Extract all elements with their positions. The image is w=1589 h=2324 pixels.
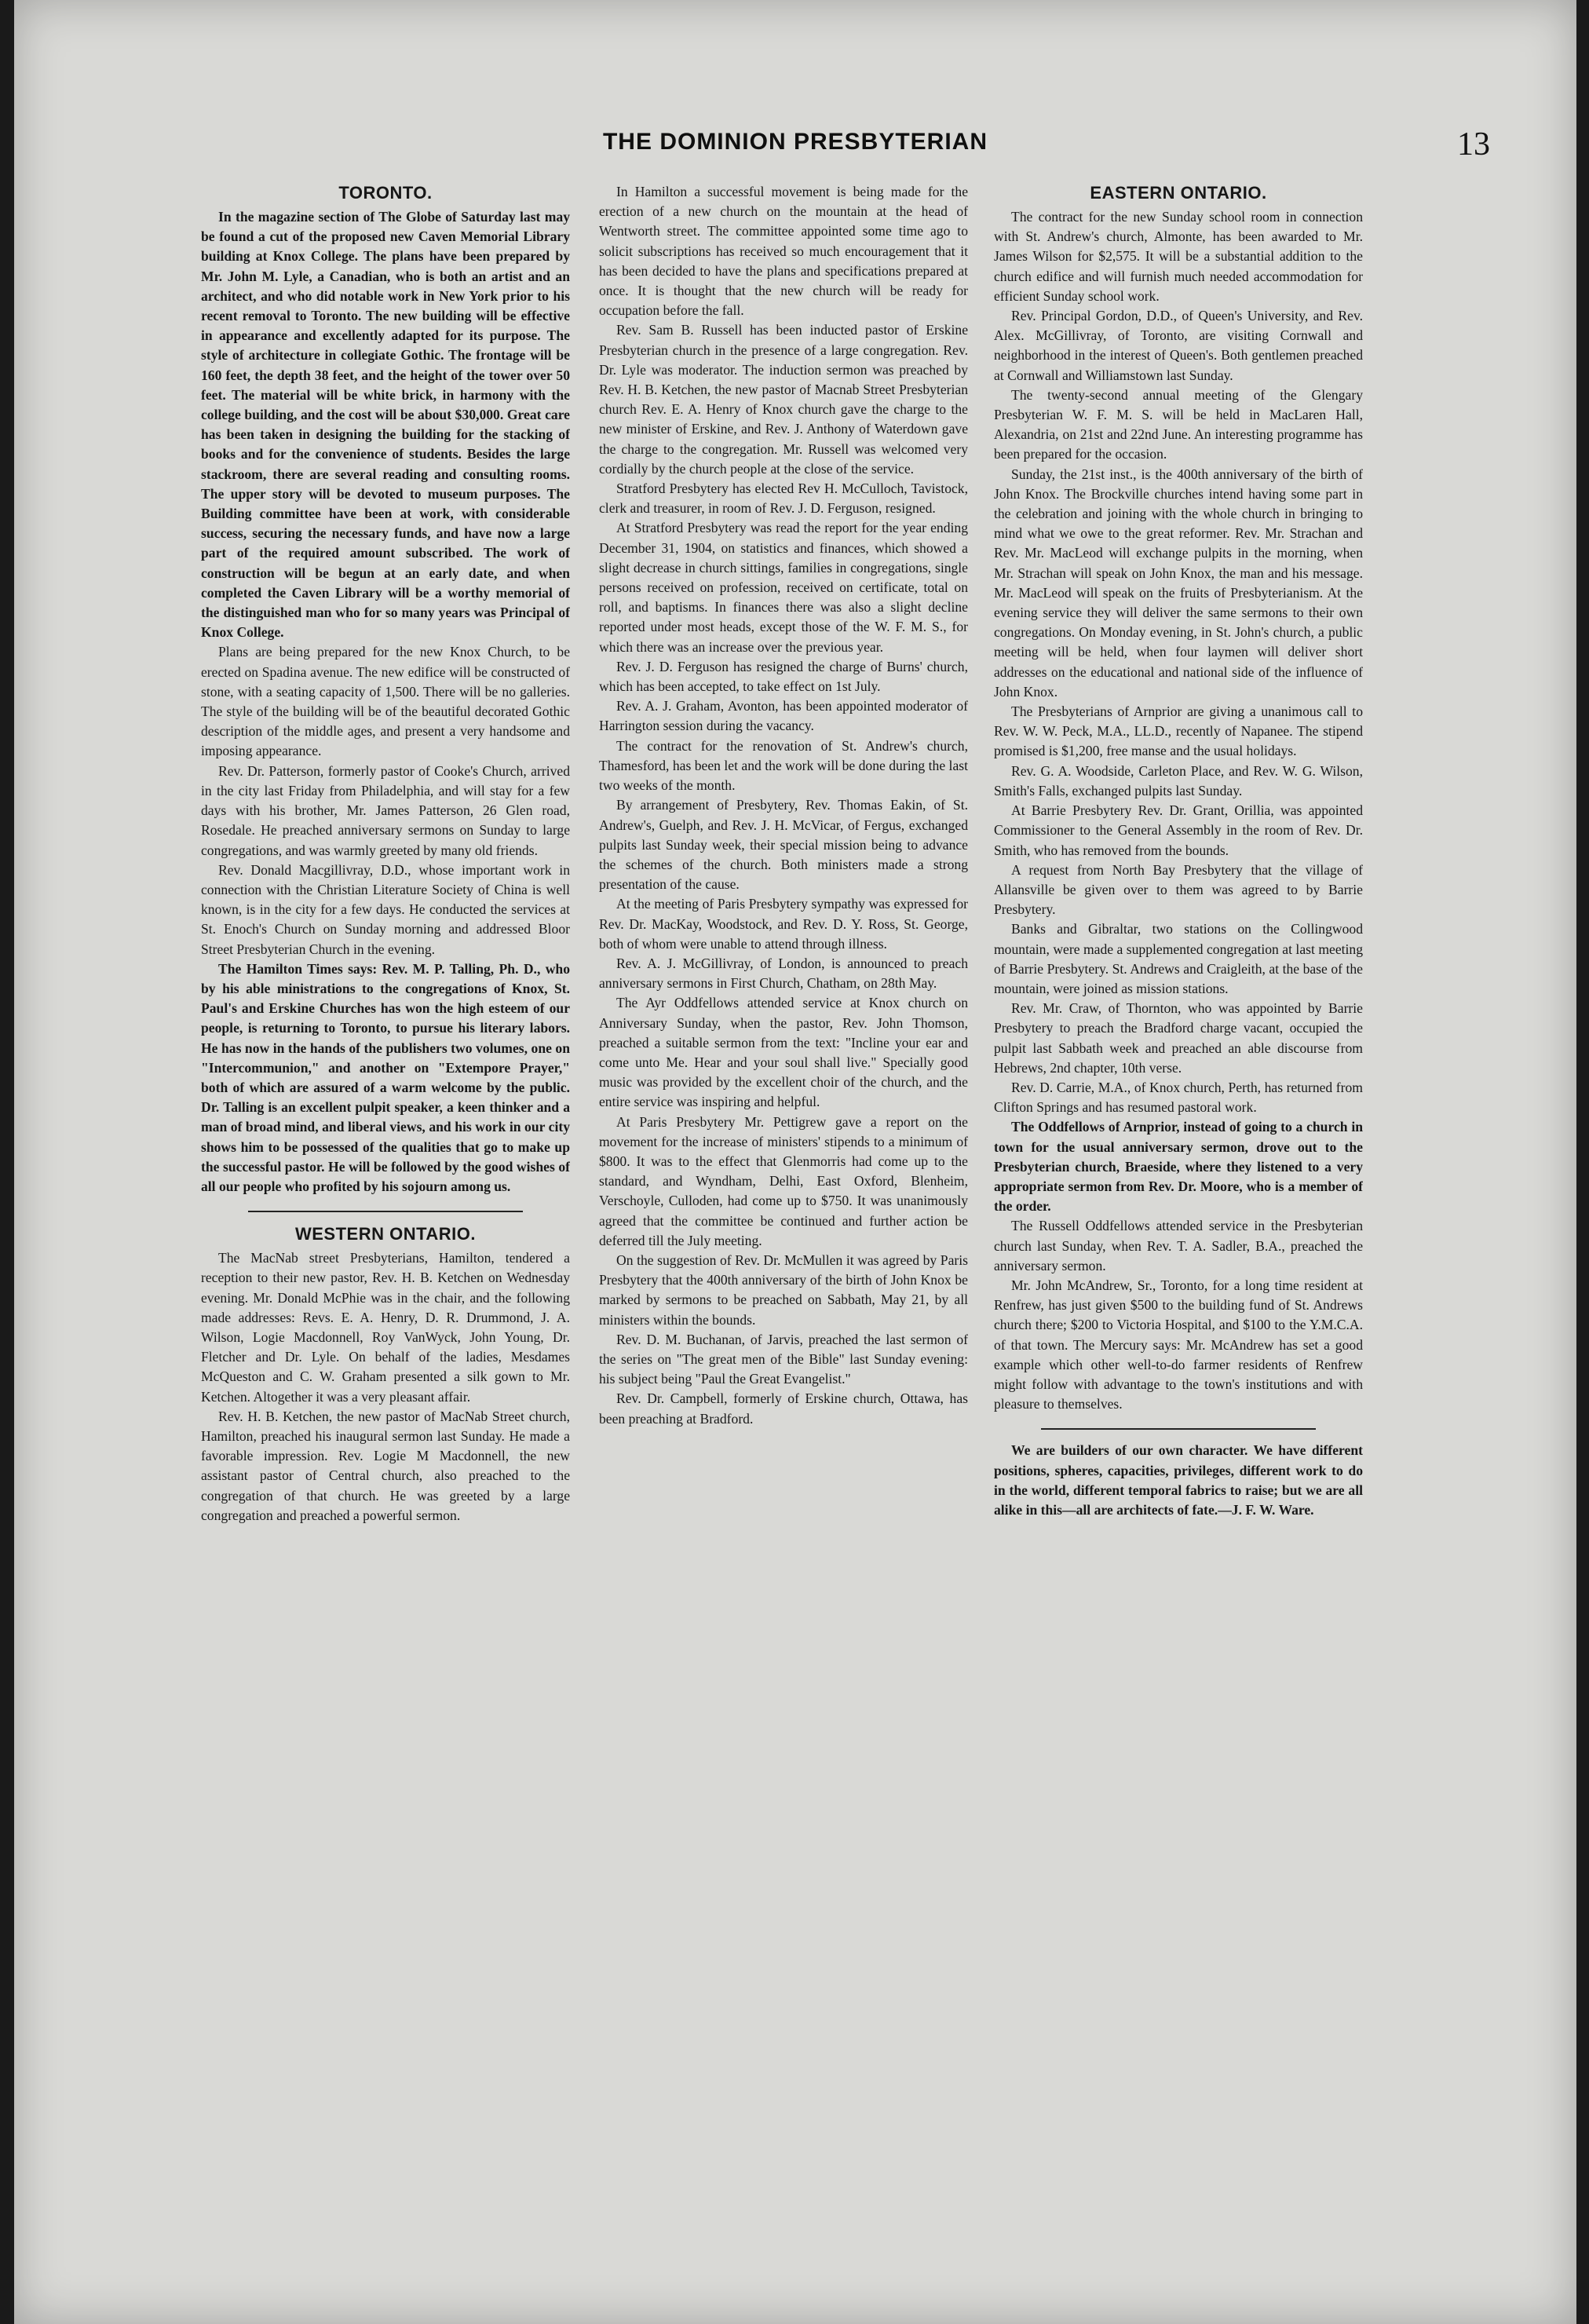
article-paragraph: Mr. John McAndrew, Sr., Toronto, for a long time resident at Renfrew, has just given $500 to the building fund of St. Andrews church there; $200 to Victoria Hospital, and $100 to the Y.M.C.A. of that town. The Mercury says: Mr. McAndrew has set a good example which other well-to-do farmer residents of Renfrew might follow with advantage to the town's institutions and with pleasure to themselves.	[994, 1277, 1363, 1412]
section-heading-toronto: TORONTO.	[338, 183, 433, 203]
article-paragraph: The Presbyterians of Arnprior are giving a unanimous call to Rev. W. W. Peck, M.A., LL.D., recently of Napanee. The stipend promised is $1,200, free manse and the usual holidays.	[994, 703, 1363, 759]
article-paragraph: The twenty-second annual meeting of the Glengary Presbyterian W. F. M. S. will be held in MacLaren Hall, Alexandria, on 21st and 22nd June. An interesting programme has been prepared for the occasion.	[994, 386, 1363, 462]
article-paragraph: Rev. Dr. Campbell, formerly of Erskine church, Ottawa, has been preaching at Bradford.	[599, 1390, 968, 1427]
article-paragraph: The contract for the new Sunday school room in connection with St. Andrew's church, Almonte, has been awarded to Mr. James Wilson for $2,575. It will be a substantial addition to the church edifice and will furnish much needed accommodation for efficient Sunday school work.	[994, 209, 1363, 304]
quote-divider	[1041, 1428, 1316, 1430]
article-paragraph: Stratford Presbytery has elected Rev H. McCulloch, Tavistock, clerk and treasurer, in room of Rev. J. D. Ferguson, resigned.	[599, 481, 968, 517]
article-paragraph: At Paris Presbytery Mr. Pettigrew gave a report on the movement for the increase of ministers' stipends to a minimum of $800. It was to the effect that Glenmorris had come up to the standard, and Wyndham, Delhi, East Oxford, Blenheim, Verschoyle, Culloden, had come up to $750. It was unanimously agreed that the committee be continued and further action be deferred till the July meeting.	[599, 1113, 968, 1248]
page-number: 13	[1457, 126, 1490, 163]
article-paragraph: The Hamilton Times says: Rev. M. P. Talling, Ph. D., who by his able ministrations to the congregations of Knox, St. Paul's and Erskine Churches has won the high esteem of our people, is returning to Toronto, to pursue his literary labors. He has now in the hands of the publishers two volumes, one on "Intercommunion," and another on "Extempore Prayer," both of which are assured of a warm welcome by the public. Dr. Talling is an excellent pulpit speaker, a keen thinker and a man of broad mind, and liberal views, and his work in our city shows him to be possessed of the qualities that go to make up the successful pastor. He will be followed by the good wishes of all our people who profited by his sojourn among us.	[201, 960, 570, 1194]
article-paragraph: The Russell Oddfellows attended service in the Presbyterian church last Sunday, when Rev. T. A. Sadler, B.A., preached the anniversary sermon.	[994, 1218, 1363, 1273]
article-paragraph: Rev. A. J. McGillivray, of London, is announced to preach anniversary sermons in First Church, Chatham, on 28th May.	[599, 955, 968, 992]
article-paragraph: The MacNab street Presbyterians, Hamilton, tendered a reception to their new pastor, Rev. H. B. Ketchen on Wednesday evening. Mr. Donald McPhie was in the chair, and the following made addresses: Revs. E. A. Henry, D. R. Drummond, J. A. Wilson, Logie Macdonnell, Roy VanWyck, John Young, Dr. Fletcher and Dr. Lyle. On behalf of the ladies, Mesdames McQueston and C. W. Graham presented a silk gown to Mr. Ketchen. Altogether it was a very pleasant affair.	[201, 1250, 570, 1405]
article-paragraph: At the meeting of Paris Presbytery sympathy was expressed for Rev. Dr. MacKay, Woodstock, and Rev. D. Y. Ross, St. George, both of whom were unable to attend through illness.	[599, 896, 968, 952]
publication-title: THE DOMINION PRESBYTERIAN	[602, 129, 988, 155]
article-paragraph: In the magazine section of The Globe of Saturday last may be found a cut of the proposed new Caven Memorial Library building at Knox College. The plans have been prepared by Mr. John M. Lyle, a Canadian, who is both an artist and an architect, and who did notable work in New York prior to his recent removal to Toronto. The new building will be effective in appearance and excellently adapted for its purpose. The style of architecture in collegiate Gothic. The frontage will be 160 feet, the depth 38 feet, and the height of the tower over 50 feet. The material will be white brick, in harmony with the college building, and the cost will be about $30,000. Great care has been taken in designing the building for the stacking of books and for the convenience of students. Besides the large stackroom, there are several reading and consulting rooms. The upper story will be devoted to museum purposes. The Building committee have been at work, with considerable success, securing the necessary funds, and have now a large part of the required amount subscribed. The work of construction will be begun at an early date, and when completed the Caven Library will be a worthy memorial of the distinguished man who for so many years was Principal of Knox College.	[201, 209, 570, 641]
page-header	[14, 126, 1576, 173]
article-paragraph: In Hamilton a successful movement is being made for the erection of a new church on the mountain at the head of Wentworth street. The committee appointed some time ago to solicit subscriptions has received so much encouragement that it has been decided to have the plans and specifications prepared at once. It is thought that the new church will be ready for occupation before the fall.	[599, 184, 968, 319]
article-paragraph: On the suggestion of Rev. Dr. McMullen it was agreed by Paris Presbytery that the 400th anniversary of the birth of John Knox be marked by sermons to be preached on Sabbath, May 21, by all ministers within the bounds.	[599, 1252, 968, 1328]
article-paragraph: Rev. A. J. Graham, Avonton, has been appointed moderator of Harrington session during the vacancy.	[599, 698, 968, 734]
article-paragraph: The Ayr Oddfellows attended service at Knox church on Anniversary Sunday, when the pastor, Rev. John Thomson, preached a suitable sermon from the text: "Incline your ear and come unto Me. Hear and your soul shall live." Specially good music was provided by the excellent choir of the church, and the entire service was inspiring and helpful.	[599, 995, 968, 1110]
closing-quote: We are builders of our own character. We have different positions, spheres, capacities, privileges, different work to do in the world, different temporal fabrics to raise; but we are all alike in this—all are architects of fate.—J. F. W. Ware.	[994, 1442, 1363, 1518]
article-paragraph: Rev. G. A. Woodside, Carleton Place, and Rev. W. G. Wilson, Smith's Falls, exchanged pulpits last Sunday.	[994, 762, 1363, 798]
article-paragraph: Rev. H. B. Ketchen, the new pastor of MacNab Street church, Hamilton, preached his inaugural sermon last Sunday. He made a favorable impression. Rev. Logie M Macdonnell, the new assistant pastor of Central church, also preached to the congregation of that church. He was greeted by a large congregation and preached a powerful sermon.	[201, 1408, 570, 1523]
article-paragraph: The contract for the renovation of St. Andrew's church, Thamesford, has been let and the work will be done during the last two weeks of the month.	[599, 737, 968, 794]
article-paragraph: Sunday, the 21st inst., is the 400th anniversary of the birth of John Knox. The Brockville churches intend having some part in the celebration and joining with the whole church in bringing to mind what we owe to the great reformer. Rev. Mr. Strachan and Rev. Mr. MacLeod will exchange pulpits in the morning, when Mr. Strachan will speak on John Knox, the man and his message. Mr. MacLeod will speak on the fruits of Presbyterianism. At the evening service they will deliver the same sermons to their own congregations. On Monday evening, in St. John's church, a public meeting will be held, when four laymen will deliver short addresses on the educational and national side of the influence of John Knox.	[994, 466, 1363, 700]
section-heading-western-ontario: WESTERN ONTARIO.	[294, 1224, 477, 1244]
article-paragraph: Plans are being prepared for the new Knox Church, to be erected on Spadina avenue. The new edifice will be constructed of stone, with a seating capacity of 1,500. There will be no galleries. The style of the building will be of the beautiful decorated Gothic description of the middle ages, and present a very handsome and imposing appearance.	[201, 644, 570, 759]
article-paragraph: Rev. D. M. Buchanan, of Jarvis, preached the last sermon of the series on "The great men of the Bible" last Sunday evening: his subject being "Paul the Great Evangelist."	[599, 1331, 968, 1387]
article-paragraph: Rev. Donald Macgillivray, D.D., whose important work in connection with the Christian Literature Society of China is well known, is in the city for a few days. He conducted the services at St. Enoch's Church on Sunday morning and addressed Bloor Street Presbyterian Church in the evening.	[201, 861, 570, 957]
article-paragraph: A request from North Bay Presbytery that the village of Allansville be given over to them was agreed to by Barrie Presbytery.	[994, 861, 1363, 918]
article-paragraph: Rev. D. Carrie, M.A., of Knox church, Perth, has returned from Clifton Springs and has resumed pastoral work.	[994, 1079, 1363, 1116]
article-paragraph: Rev. Mr. Craw, of Thornton, who was appointed by Barrie Presbytery to preach the Bradford charge vacant, occupied the pulpit last Sabbath week and preached an able discourse from Hebrews, 2nd chapter, 10th verse.	[994, 1000, 1363, 1076]
article-paragraph: The Oddfellows of Arnprior, instead of going to a church in town for the usual anniversary sermon, drove out to the Presbyterian church, Braeside, where they listened to a very appropriate sermon from Rev. Dr. Moore, who is a member of the order.	[994, 1119, 1363, 1215]
article-paragraph: Banks and Gibraltar, two stations on the Collingwood mountain, were made a supplemented congregation at last meeting of Barrie Presbytery. St. Andrews and Craigleith, at the base of the mountain, were joined as mission stations.	[994, 921, 1363, 996]
newspaper-page	[14, 0, 1576, 2324]
article-paragraph: Rev. Dr. Patterson, formerly pastor of Cooke's Church, arrived in the city last Friday from Philadelphia, and will stay for a few days with his brother, Mr. James Patterson, 26 Glen road, Rosedale. He preached anniversary sermons on Sunday to large congregations, and was warmly greeted by many old friends.	[201, 762, 570, 858]
article-paragraph: At Barrie Presbytery Rev. Dr. Grant, Orillia, was appointed Commissioner to the General Assembly in the room of Rev. Dr. Smith, who has removed from the bounds.	[994, 802, 1363, 858]
column-3	[994, 182, 1363, 2271]
article-paragraph: At Stratford Presbytery was read the report for the year ending December 31, 1904, on statistics and finances, which showed a slight decrease in church sittings, families in congregations, single persons received on profession, received on certificate, total on roll, and baptisms. In finances there was also a slight decline reported under most heads, except those of the W. F. M. S., for which there was an increase over the previous year.	[599, 520, 968, 655]
section-heading-eastern-ontario: EASTERN ONTARIO.	[1090, 183, 1267, 203]
column-2	[599, 182, 968, 2271]
article-paragraph: Rev. J. D. Ferguson has resigned the charge of Burns' church, which has been accepted, to take effect on 1st July.	[599, 658, 968, 695]
article-paragraph: By arrangement of Presbytery, Rev. Thomas Eakin, of St. Andrew's, Guelph, and Rev. J. H. McVicar, of Fergus, exchanged pulpits last Sunday week, their special mission being to advance the schemes of the church. Both ministers made a strong presentation of the cause.	[599, 797, 968, 893]
section-divider	[248, 1211, 523, 1212]
column-1	[201, 182, 570, 2271]
article-paragraph: Rev. Sam B. Russell has been inducted pastor of Erskine Presbyterian church in the presence of a large congregation. Rev. Dr. Lyle was moderator. The induction sermon was preached by Rev. H. B. Ketchen, the new pastor of Macnab Street Presbyterian church Rev. E. A. Henry of Knox church gave the charge to the new minister of Erskine, and Rev. J. Anthony of Waterdown gave the charge to the congregation. Mr. Russell was welcomed very cordially by the church people at the close of the service.	[599, 322, 968, 477]
article-paragraph: Rev. Principal Gordon, D.D., of Queen's University, and Rev. Alex. McGillivray, of Toronto, are visiting Cornwall and neighborhood in the interest of Queen's. Both gentlemen preached at Cornwall and Williamstown last Sunday.	[994, 308, 1363, 383]
